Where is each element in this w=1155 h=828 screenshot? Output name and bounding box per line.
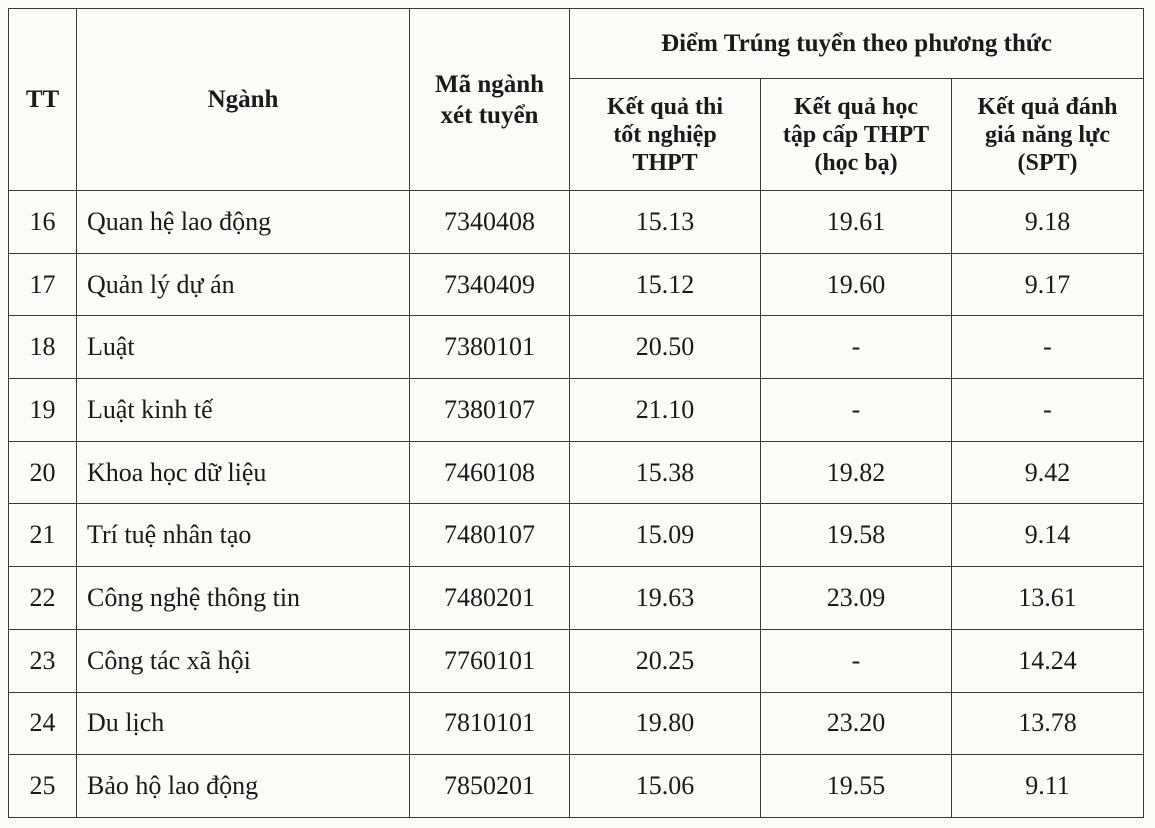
- cell-spt: 13.78: [952, 692, 1144, 755]
- cell-thpt: 19.63: [570, 567, 761, 630]
- cell-ma-nganh: 7850201: [410, 755, 570, 818]
- cell-ma-nganh: 7460108: [410, 441, 570, 504]
- cell-tt: 18: [9, 316, 77, 379]
- cell-ma-nganh: 7810101: [410, 692, 570, 755]
- cell-tt: 16: [9, 191, 77, 254]
- cell-tt: 22: [9, 567, 77, 630]
- cell-hocba: 19.82: [761, 441, 952, 504]
- cell-ma-nganh: 7340408: [410, 191, 570, 254]
- cell-nganh: Luật: [77, 316, 410, 379]
- cell-nganh: Trí tuệ nhân tạo: [77, 504, 410, 567]
- table-row: [9, 629, 1144, 692]
- cell-thpt: 15.38: [570, 441, 761, 504]
- header-method-hocba: [761, 79, 952, 191]
- header-method-spt-line-1: Kết quả đánh: [977, 93, 1118, 120]
- cell-thpt: 19.80: [570, 692, 761, 755]
- header-method-thpt-line-2: tốt nghiệp: [613, 121, 717, 148]
- table-row: [9, 441, 1144, 504]
- cell-ma-nganh: 7760101: [410, 629, 570, 692]
- cell-spt: 9.42: [952, 441, 1144, 504]
- header-row-top: [9, 9, 1144, 79]
- table-row: [9, 316, 1144, 379]
- header-method-spt: [952, 79, 1144, 191]
- cell-hocba: 19.61: [761, 191, 952, 254]
- cell-tt: 25: [9, 755, 77, 818]
- cell-spt: 13.61: [952, 567, 1144, 630]
- cell-nganh: Quản lý dự án: [77, 253, 410, 316]
- cell-nganh: Khoa học dữ liệu: [77, 441, 410, 504]
- header-ma-nganh-line-1: Mã ngành: [434, 70, 545, 98]
- cell-tt: 23: [9, 629, 77, 692]
- cell-spt: 14.24: [952, 629, 1144, 692]
- cell-hocba: 19.55: [761, 755, 952, 818]
- header-method-spt-line-3: (SPT): [1017, 149, 1078, 176]
- table-row: [9, 379, 1144, 442]
- cell-spt: -: [952, 379, 1144, 442]
- header-method-spt-line-2: giá năng lực: [984, 121, 1111, 148]
- header-ma-nganh: [410, 9, 570, 191]
- cell-hocba: -: [761, 379, 952, 442]
- header-method-thpt-line-3: THPT: [632, 149, 698, 176]
- header-method-hocba-line-3: (học bạ): [814, 149, 898, 176]
- cell-hocba: 23.20: [761, 692, 952, 755]
- cell-nganh: Luật kinh tế: [77, 379, 410, 442]
- cell-ma-nganh: 7340409: [410, 253, 570, 316]
- table-row: [9, 504, 1144, 567]
- cell-tt: 21: [9, 504, 77, 567]
- cell-thpt: 15.12: [570, 253, 761, 316]
- cell-nganh: Du lịch: [77, 692, 410, 755]
- cell-ma-nganh: 7480201: [410, 567, 570, 630]
- cell-hocba: 19.58: [761, 504, 952, 567]
- cell-thpt: 15.09: [570, 504, 761, 567]
- cell-tt: 17: [9, 253, 77, 316]
- header-tt: TT: [9, 9, 77, 191]
- cell-nganh: Công nghệ thông tin: [77, 567, 410, 630]
- cell-thpt: 20.25: [570, 629, 761, 692]
- cell-ma-nganh: 7480107: [410, 504, 570, 567]
- cell-hocba: -: [761, 629, 952, 692]
- cell-thpt: 15.06: [570, 755, 761, 818]
- cell-spt: 9.11: [952, 755, 1144, 818]
- table-row: [9, 692, 1144, 755]
- cell-spt: 9.18: [952, 191, 1144, 254]
- cell-tt: 19: [9, 379, 77, 442]
- cell-tt: 20: [9, 441, 77, 504]
- table-row: [9, 755, 1144, 818]
- cell-thpt: 20.50: [570, 316, 761, 379]
- cell-hocba: -: [761, 316, 952, 379]
- header-method-thpt: [570, 79, 761, 191]
- header-method-thpt-line-1: Kết quả thi: [606, 93, 723, 120]
- header-method-hocba-line-2: tập cấp THPT: [782, 121, 930, 148]
- header-ma-nganh-line-2: xét tuyển: [440, 101, 539, 129]
- table-row: [9, 253, 1144, 316]
- cell-spt: -: [952, 316, 1144, 379]
- admission-scores-table: [8, 8, 1144, 818]
- header-method-hocba-line-1: Kết quả học: [793, 93, 918, 120]
- cell-spt: 9.14: [952, 504, 1144, 567]
- cell-nganh: Bảo hộ lao động: [77, 755, 410, 818]
- cell-nganh: Quan hệ lao động: [77, 191, 410, 254]
- cell-thpt: 21.10: [570, 379, 761, 442]
- cell-spt: 9.17: [952, 253, 1144, 316]
- table-row: [9, 567, 1144, 630]
- cell-tt: 24: [9, 692, 77, 755]
- header-nganh: Ngành: [77, 9, 410, 191]
- cell-ma-nganh: 7380101: [410, 316, 570, 379]
- header-diem-trung-tuyen: Điểm Trúng tuyển theo phương thức: [570, 9, 1144, 79]
- cell-hocba: 19.60: [761, 253, 952, 316]
- cell-nganh: Công tác xã hội: [77, 629, 410, 692]
- cell-ma-nganh: 7380107: [410, 379, 570, 442]
- cell-hocba: 23.09: [761, 567, 952, 630]
- cell-thpt: 15.13: [570, 191, 761, 254]
- table-row: [9, 191, 1144, 254]
